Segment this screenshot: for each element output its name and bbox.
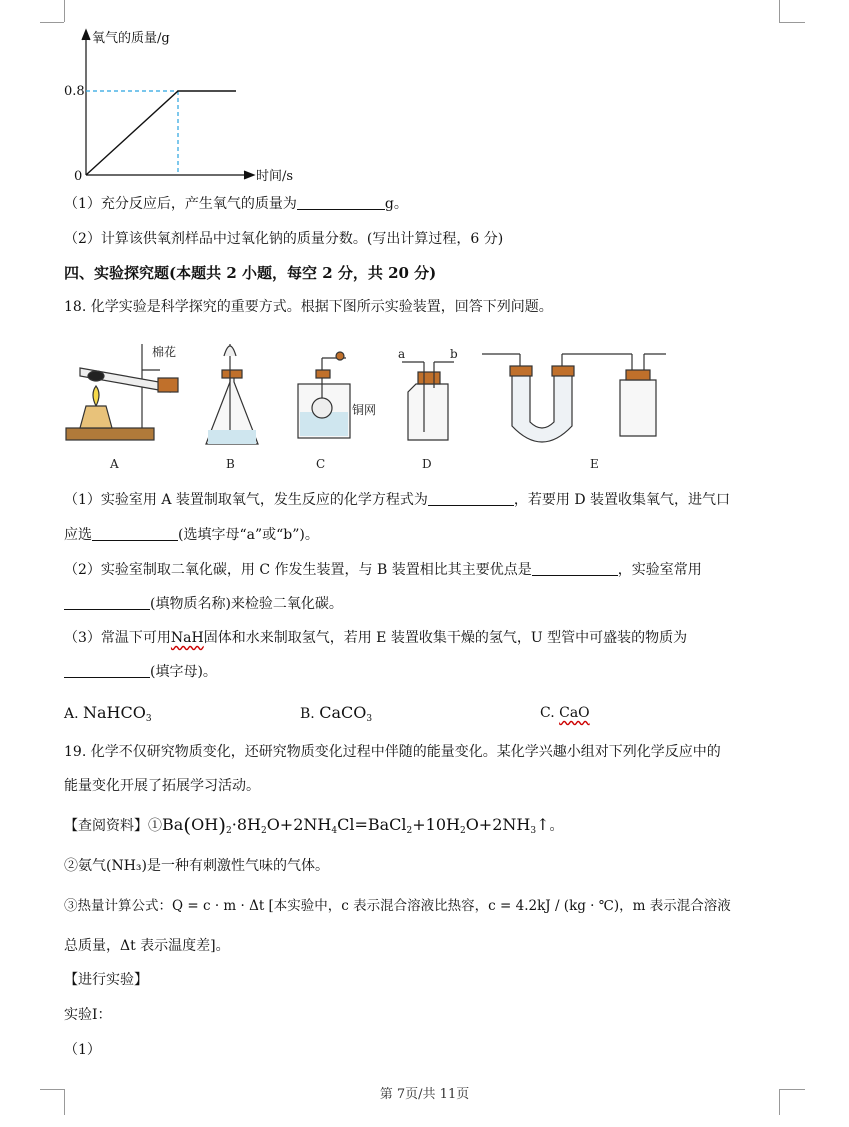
section-4-title: 四、实验探究题(本题共 2 小题，每空 2 分，共 20 分) — [64, 264, 437, 282]
y-tick-label: 0.8 — [64, 84, 85, 99]
eq-nh3: O+2NH — [465, 815, 531, 834]
q18-part3-line1 — [64, 628, 687, 648]
q19-stem-line1: 19. 化学不仅研究物质变化，还研究物质变化过程中伴随的能量变化。某化学兴趣小组对下列化学反应中的 — [64, 744, 721, 760]
option-c-label: C. — [540, 705, 555, 721]
eq-end: 。 — [549, 818, 564, 834]
q18-part1-line2 — [64, 525, 319, 545]
apparatus-A — [66, 344, 178, 440]
q19-stem-line2: 能量变化开展了拓展学习活动。 — [64, 778, 260, 794]
eq-sub: 2 — [459, 826, 466, 836]
experiment-1-part1: （1） — [64, 1042, 101, 1058]
graph-axes — [82, 30, 254, 179]
q18-part2-text-c: (填物质名称)来检验二氧化碳。 — [150, 596, 343, 612]
q18-stem: 18. 化学实验是科学探究的重要方式。根据下图所示实验装置，回答下列问题。 — [64, 299, 553, 315]
q17-answer-blank-1[interactable] — [297, 195, 385, 210]
option-b-label: B. — [300, 706, 315, 722]
q19-reference-1 — [64, 812, 563, 844]
lab-apparatus-figure — [60, 336, 680, 476]
eq-sub: 2 — [260, 826, 267, 836]
q18-part2-text-a: （2）实验室制取二氧化碳，用 C 作发生装置，与 B 装置相比其主要优点是 — [64, 562, 532, 578]
apparatus-label-d: D — [422, 457, 432, 471]
oxygen-series-line — [86, 91, 236, 175]
eq-bacl: Cl=BaCl — [337, 815, 407, 834]
option-a-subscript: 3 — [145, 714, 152, 724]
apparatus-label-a: A — [110, 457, 119, 471]
option-b[interactable] — [300, 703, 372, 724]
q18-answer-blank-2[interactable] — [92, 526, 178, 541]
option-a-formula: NaHCO — [83, 703, 146, 722]
crop-mark-top-right — [779, 0, 780, 22]
eq-nh: O+2NH — [266, 815, 332, 834]
option-a[interactable] — [64, 703, 152, 724]
q18-part2-line2 — [64, 594, 343, 614]
q18-part1-text-c: 应选 — [64, 527, 92, 543]
eq-ba: Ba — [162, 815, 184, 834]
apparatus-E — [482, 354, 666, 442]
oxygen-mass-graph — [60, 20, 300, 190]
eq-sub: 2 — [226, 826, 232, 836]
eq-sub: 2 — [406, 826, 413, 836]
apparatus-label-c: C — [316, 457, 326, 471]
q18-part3-text-b: 固体和水来制取氢气，若用 E 装置收集干燥的氢气，U 型管中可盛装的物质为 — [203, 630, 688, 646]
q18-part2-text-b: ，实验室常用 — [617, 562, 702, 578]
apparatus-B — [206, 344, 258, 444]
q17-part1-unit: g。 — [384, 196, 408, 212]
q19-reference-3-line1: ③热量计算公式：Q = c · m · Δt [本实验中，c 表示混合溶液比热容，c = 4.2kJ / (kg · ℃)，m 表示混合溶液 — [64, 898, 731, 914]
option-c-formula: CaO — [559, 705, 590, 721]
apparatus-labels — [109, 457, 599, 471]
crop-mark-top-right-h — [779, 22, 805, 23]
nah-formula: NaH — [170, 630, 204, 646]
option-b-subscript: 3 — [366, 714, 373, 724]
q18-part2-line1 — [64, 560, 702, 580]
crop-mark-top-left — [64, 0, 65, 22]
origin-label: 0 — [74, 169, 83, 184]
eq-sub: 4 — [331, 826, 338, 836]
mesh-label: 铜网 — [352, 403, 377, 417]
eq-h2o: +10H — [412, 815, 460, 834]
cotton-label: 棉花 — [152, 345, 177, 359]
y-axis-arrow — [82, 30, 90, 40]
q18-answer-blank-5[interactable] — [64, 663, 150, 678]
option-a-label: A. — [64, 706, 79, 722]
q17-part1 — [64, 194, 408, 214]
option-b-formula: CaCO — [319, 703, 367, 722]
q18-part3-text-c: (填字母)。 — [150, 664, 217, 680]
q18-answer-blank-3[interactable] — [532, 561, 618, 576]
x-axis-arrow — [244, 171, 254, 179]
q18-part3-line2 — [64, 662, 217, 682]
port-b-label: b — [450, 347, 458, 361]
q17-part1-text: （1）充分反应后，产生氧气的质量为 — [64, 196, 297, 212]
q17-part2: （2）计算该供氧剂样品中过氧化钠的质量分数。(写出计算过程，6 分) — [64, 231, 504, 247]
gas-arrow-icon: ↑ — [536, 815, 550, 834]
apparatus-D — [398, 347, 458, 440]
eq-oh: OH — [191, 815, 219, 834]
apparatus-C — [298, 352, 376, 438]
eq-sub: 3 — [530, 826, 537, 836]
apparatus-label-e: E — [590, 457, 599, 471]
experiment-1-label: 实验Ⅰ： — [64, 1007, 112, 1023]
reference-heading: 【查阅资料】① — [64, 818, 162, 834]
reaction-equation: $Ba(OH)_2\cdot 8H_2O+2NH_4Cl=BaCl_2+10H_2O+2NH_3↑$ — [162, 813, 550, 837]
y-axis-label: 氧气的质量/g — [92, 31, 170, 46]
q18-part1-text-d: (选填字母“a”或“b”)。 — [178, 527, 319, 543]
q18-answer-blank-4[interactable] — [64, 595, 150, 610]
q18-part1-text-a: （1）实验室用 A 装置制取氧气，发生反应的化学方程式为 — [64, 492, 428, 508]
q18-part3-text-a: （3）常温下可用 — [64, 630, 171, 646]
eq-water: ·8H — [231, 815, 261, 834]
port-a-label: a — [398, 347, 406, 361]
experiment-heading: 【进行实验】 — [64, 972, 148, 988]
option-c[interactable] — [540, 705, 590, 721]
q19-reference-3-line2: 总质量，Δt 表示温度差]。 — [64, 938, 230, 954]
apparatus-label-b: B — [226, 457, 235, 471]
page-footer: 第 7页/共 11页 — [379, 1087, 470, 1102]
x-axis-label: 时间/s — [256, 169, 294, 184]
q18-part1-text-b: ，若要用 D 装置收集氧气，进气口 — [513, 492, 731, 508]
q18-part1-line1 — [64, 490, 730, 510]
q18-answer-blank-1[interactable] — [428, 491, 514, 506]
q19-reference-2: ②氨气(NH₃)是一种有刺激性气味的气体。 — [64, 858, 329, 874]
